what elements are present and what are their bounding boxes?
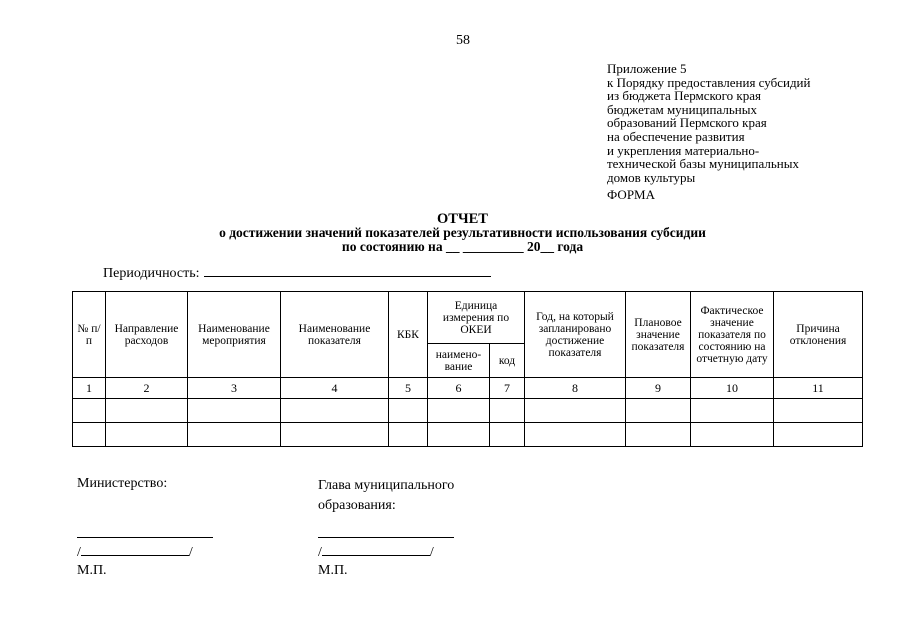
table-cell[interactable]	[428, 423, 490, 447]
appendix-line: из бюджета Пермского края	[607, 88, 762, 104]
column-number: 8	[525, 378, 626, 399]
table-cell[interactable]	[73, 423, 106, 447]
header-activity-name: Наименование мероприятия	[188, 292, 281, 378]
name-blank	[81, 544, 189, 556]
header-unit-okei: Единица измерения по ОКЕИ	[428, 292, 525, 344]
head-stamp-label: М.П.	[318, 563, 348, 578]
page-number: 58	[456, 33, 470, 48]
appendix-line: технической базы муниципальных	[607, 156, 799, 172]
column-number: 2	[106, 378, 188, 399]
column-number: 1	[73, 378, 106, 399]
table-cell[interactable]	[691, 399, 774, 423]
column-number: 7	[490, 378, 525, 399]
slash-open: /	[318, 545, 322, 560]
column-number: 10	[691, 378, 774, 399]
table-cell[interactable]	[428, 399, 490, 423]
periodicity-blank-line	[204, 264, 491, 277]
column-number: 5	[389, 378, 428, 399]
table-cell[interactable]	[626, 423, 691, 447]
report-title	[0, 212, 905, 254]
table-cell[interactable]	[490, 399, 525, 423]
column-number: 3	[188, 378, 281, 399]
head-name-line	[318, 544, 434, 561]
appendix-line: на обеспечение развития	[607, 128, 745, 144]
appendix-line: к Порядку предоставления субсидий	[607, 74, 811, 90]
table-cell[interactable]	[73, 399, 106, 423]
header-deviation-reason: Причина отклонения	[774, 292, 863, 378]
table-cell[interactable]	[774, 423, 863, 447]
header-expense-direction: Направление расходов	[106, 292, 188, 378]
slash-close: /	[429, 545, 434, 560]
ministry-label: Министерство:	[77, 476, 168, 491]
table-row	[73, 399, 863, 423]
form-label: ФОРМА	[607, 187, 655, 202]
table-cell[interactable]	[525, 423, 626, 447]
appendix-line: образований Пермского края	[607, 115, 767, 131]
head-signature-line	[318, 537, 454, 538]
appendix-line: бюджетам муниципальных	[607, 101, 757, 117]
appendix-line: и укрепления материально-	[607, 142, 760, 158]
table-cell[interactable]	[389, 399, 428, 423]
title-line-2: о достижении значений показателей результативности использования субсидии	[219, 225, 706, 240]
title-line-1: ОТЧЕТ	[437, 211, 488, 227]
table-row	[73, 423, 863, 447]
table-cell[interactable]	[106, 423, 188, 447]
header-number: № п/п	[73, 292, 106, 378]
table-cell[interactable]	[626, 399, 691, 423]
ministry-signature-line	[77, 537, 213, 538]
table-cell[interactable]	[490, 423, 525, 447]
table-cell[interactable]	[281, 423, 389, 447]
title-line-3: по состоянию на __ _________ 20__ года	[341, 239, 584, 254]
table-cell[interactable]	[188, 423, 281, 447]
header-unit-code: код	[490, 344, 525, 378]
appendix-line: домов культуры	[607, 169, 696, 185]
slash-open: /	[77, 545, 81, 560]
slash-close: /	[188, 545, 193, 560]
table-cell[interactable]	[281, 399, 389, 423]
column-number: 6	[428, 378, 490, 399]
name-blank	[322, 544, 430, 556]
header-planned-year: Год, на который запланировано достижение показателя	[525, 292, 626, 378]
table-cell[interactable]	[774, 399, 863, 423]
table-cell[interactable]	[525, 399, 626, 423]
header-planned-value: Плановое значение показателя	[626, 292, 691, 378]
head-label-line-2: образования:	[318, 498, 396, 513]
periodicity-label: Периодичность:	[103, 266, 200, 281]
appendix-line: Приложение 5	[607, 61, 687, 76]
header-kbk: КБК	[389, 292, 428, 378]
column-number: 11	[774, 378, 863, 399]
header-actual-value: Фактическое значение показателя по состоянию на отчетную дату	[691, 292, 774, 378]
report-table	[72, 291, 863, 447]
ministry-stamp-label: М.П.	[77, 563, 107, 578]
municipal-head-label	[318, 476, 454, 516]
table-cell[interactable]	[106, 399, 188, 423]
header-unit-name: наимено-вание	[428, 344, 490, 378]
header-indicator-name: Наименование показателя	[281, 292, 389, 378]
table-cell[interactable]	[691, 423, 774, 447]
ministry-name-line	[77, 544, 193, 561]
column-number: 4	[281, 378, 389, 399]
column-number: 9	[626, 378, 691, 399]
periodicity-field	[103, 264, 491, 282]
table-cell[interactable]	[188, 399, 281, 423]
table-cell[interactable]	[389, 423, 428, 447]
appendix-header	[607, 62, 810, 184]
head-label-line-1: Глава муниципального	[318, 478, 455, 493]
